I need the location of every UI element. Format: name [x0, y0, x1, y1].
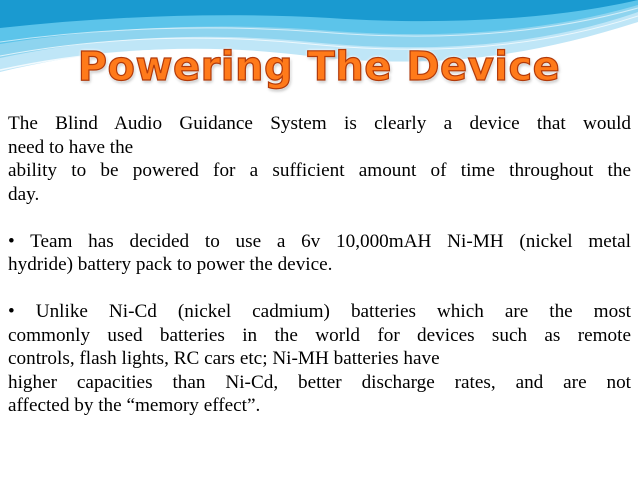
paragraph-2-line-1: • Team has decided to use a 6v 10,000mAH Ni-MH (nickel metal: [8, 230, 631, 252]
paragraph-2-line-2: hydride) battery pack to power the device.: [8, 254, 333, 275]
paragraph-3-line-1: • Unlike Ni-Cd (nickel cadmium) batteries which are the most: [8, 301, 631, 322]
slide-body: [8, 112, 631, 418]
paragraph-3-line-3: controls, flash lights, RC cars etc; Ni-MH batteries have: [8, 348, 440, 369]
paragraph-3-line-5: affected by the “memory effect”.: [8, 395, 261, 416]
paragraph-1-line-2: need to have the: [8, 136, 134, 158]
paragraph-3-line-2: commonly used batteries in the world for devices such as remote: [8, 324, 631, 346]
paragraph-1-line-1: The Blind Audio Guidance System is clearly a device that would: [8, 113, 631, 134]
paragraph-spacer: [8, 277, 631, 301]
paragraph-1-line-4: day.: [8, 183, 40, 205]
slide-title: Powering The Device: [77, 44, 561, 90]
paragraph-3-line-4: higher capacities than Ni-Cd, better discharge rates, and are not: [8, 371, 631, 393]
paragraph-spacer: [8, 206, 631, 230]
paragraph-1-line-3: ability to be powered for a sufficient amount of time throughout the: [8, 160, 631, 181]
